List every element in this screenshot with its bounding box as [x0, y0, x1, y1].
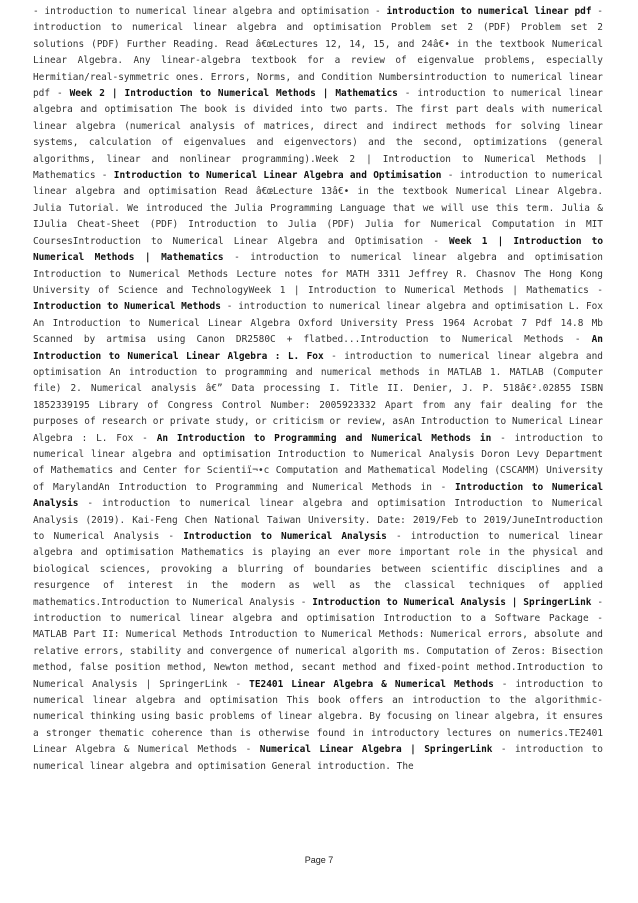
text-segment: - introduction to numerical linear algebra and optimisation An introduction to programming and numerical methods in MATLAB 1. MATLAB (Computer file) 2. Numerical analysis â€” Data processing I. Title II. Denier, J. P. 518â€².02855 ISBN 1852339195 Library of Congress Control Number: 2005923332 Apart from any fair dealing for the purposes of research or private study, or criticism or review, asAn Introduction to Numerical Linear Algebra : L. Fox - — [33, 350, 603, 444]
text-segment: - introduction to numerical linear algebra and optimisation L. Fox An Introduction to Numerical Linear Algebra Oxford University Press 1964 Acrobat 7 Pdf 14.8 Mb Scanned by artmisa using Canon DR2580C + flatbed...Introduction to Numerical Methods - — [33, 301, 603, 346]
bold-heading-segment: TE2401 Linear Algebra & Numerical Methods — [249, 678, 494, 690]
page-number: Page 7 — [304, 855, 334, 865]
bold-heading-segment: Introduction to Numerical Analysis — [183, 531, 387, 542]
bold-heading-segment: Week 1 | Introduction to Numerical Methods | Mathematics — [33, 235, 603, 264]
text-segment: - introduction to numerical linear algebra and optimisation Introduction to Numerical Methods Lecture notes for MATH 3311 Jeffrey R. Chasnov The Hong Kong University of Science and TechnologyWeek 1 | Introduction to Numerical Methods | Mathematics - — [33, 252, 603, 296]
text-segment: - introduction to numerical linear algebra and optimisation - — [33, 6, 387, 17]
bold-heading-segment: Introduction to Numerical Analysis — [33, 481, 603, 510]
bold-heading-segment: introduction to numerical linear pdf — [386, 6, 592, 17]
text-segment: - introduction to numerical linear algebra and optimisation This book offers an introduction to the algorithmic-numerical thinking using basic problems of linear algebra. By focusing on linear algebra, it ensures a stronger thematic coherence than is otherwise found in introductory lectures on numerics.TE2401 Linear Algebra & Numerical Methods - — [33, 678, 603, 756]
bold-heading-segment: An Introduction to Programming and Numerical Methods in — [156, 432, 492, 444]
bold-heading-segment: Introduction to Numerical Linear Algebra and Optimisation — [113, 170, 442, 182]
text-segment: - introduction to numerical linear algebra and optimisation The book is divided into two parts. The first part deals with numerical linear algebra (numerical analysis of matrices, direct and indirect methods for solving linear systems, calculation of eigenvalues and eigenvectors) and the second, optimizations (general algorithms, linear and nonlinear programming).Week 2 | Introduction to Numerical Methods | Mathematics - — [33, 88, 603, 182]
text-segment: - introduction to numerical linear algebra and optimisation Introduction to Numerical Analysis Doron Levy Department of Mathematics and Center for Scientiï¬•c Computation and Mathematical Modeling (CSCAMM) University of MarylandAn Introduction to Programming and Numerical Methods in - — [33, 432, 603, 493]
bold-heading-segment: Introduction to Numerical Analysis | SpringerLink — [312, 596, 592, 608]
text-segment: - introduction to numerical linear algebra and optimisation Introduction to a Software Package - MATLAB Part II: Numerical Methods Introduction to Numerical Methods: Numerical errors, absolute and relative errors, stability and convergence of numerical algorith ms. Computation of Zeros: Bisection method, false position method, Newton method, secant method and fixed-point method.Introduction to Numerical Analysis | SpringerLink - — [33, 596, 603, 690]
bold-heading-segment: Numerical Linear Algebra | SpringerLink — [259, 744, 493, 756]
bold-heading-segment: Introduction to Numerical Methods — [33, 301, 221, 313]
text-segment: - introduction to numerical linear algebra and optimisation Introduction to Numerical Analysis (2019). Kai-Feng Chen National Taiwan University. Date: 2019/Feb to 2019/JuneIntroduction to Numerical Analysis - — [33, 498, 603, 542]
body-text — [33, 4, 603, 775]
text-segment: - introduction to numerical linear algebra and optimisation Mathematics is playing an ever more important role in the physical and biological sciences, provoking a blurring of boundaries between scientific disciplines and a resurgence of interest in the modern as well as the classical techniques of applied mathematics.Introduction to Numerical Analysis - — [33, 531, 603, 608]
text-segment: - introduction to numerical linear algebra and optimisation Problem set 2 (PDF) Problem set 2 solutions (PDF) Further Reading. Read â€œLectures 12, 14, 15, and 24â€• in the textbook Numerical Linear Algebra. Any linear-algebra textbook for a review of eigenvalue problems, especially Hermitian/real-symmetric ones. Errors, Norms, and Condition Numbersintroduction to numerical linear pdf - — [33, 6, 603, 100]
text-segment: - introduction to numerical linear algebra and optimisation General introduction. The — [33, 744, 603, 772]
bold-heading-segment: An Introduction to Numerical Linear Algebra : L. Fox — [33, 334, 603, 362]
bold-heading-segment: Week 2 | Introduction to Numerical Methods | Mathematics — [69, 88, 398, 100]
text-segment: - introduction to numerical linear algebra and optimisation Read â€œLecture 13â€• in the textbook Numerical Linear Algebra. Julia Tutorial. We introduced the Julia Programming Language that we will use this term. Julia & IJulia Cheat-Sheet (PDF) Introduction to Julia (PDF) Julia for Numerical Computation in MIT CoursesIntroduction to Numerical Linear Algebra and Optimisation - — [33, 170, 603, 247]
